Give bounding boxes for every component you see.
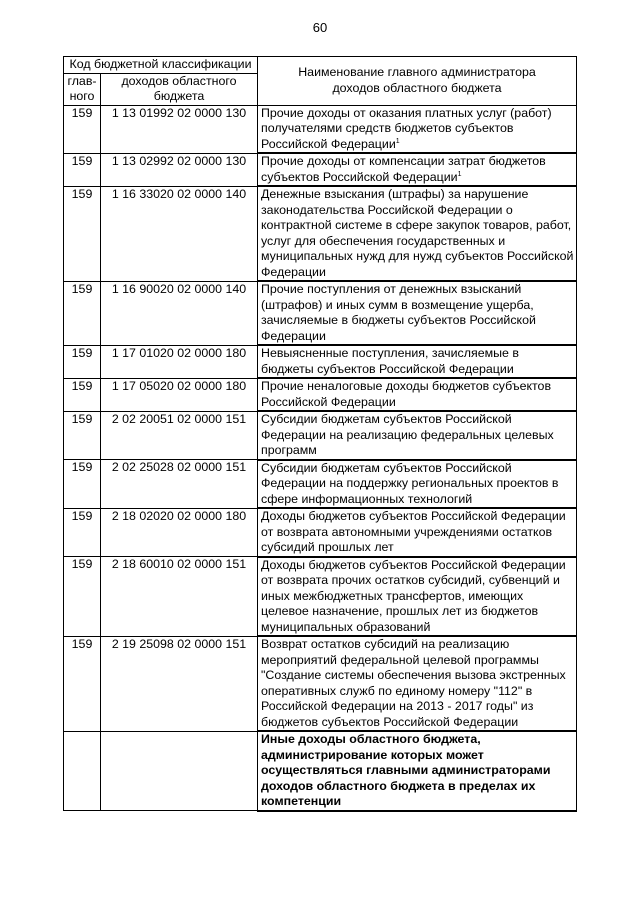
table-row — [64, 153, 577, 186]
revenue-name-cell — [258, 345, 577, 378]
revenue-name-cell — [258, 186, 577, 281]
table-row — [64, 557, 577, 637]
revenue-name-cell — [258, 557, 577, 637]
revenue-code-cell: 2 19 25098 02 0000 151 — [101, 636, 258, 731]
revenue-name-cell — [258, 508, 577, 557]
revenue-name-cell — [258, 378, 577, 411]
table-row — [64, 105, 577, 153]
revenue-code-cell: 2 02 25028 02 0000 151 — [101, 460, 258, 509]
revenue-name-text: Прочие доходы от компенсации затрат бюджетов субъектов Российской Федерации — [261, 154, 546, 184]
table-row — [64, 508, 577, 557]
revenue-name-text: Возврат остатков субсидий на реализацию мероприятий федеральной целевой программы "Создание системы обеспечения вызова экстренных оперативных служб по единому номеру "112" в Российской Федерации на 2013 - 2017 годы" из бюджетов субъектов Российской Федерации — [261, 637, 566, 729]
admin-code-cell: 159 — [64, 281, 101, 345]
admin-code-cell: 159 — [64, 636, 101, 731]
header-code-group: Код бюджетной классификации — [64, 57, 258, 74]
revenue-code-cell: 1 16 90020 02 0000 140 — [101, 281, 258, 345]
revenue-name-text: Денежные взыскания (штрафы) за нарушение законодательства Российской Федерации о контрактной системе в сфере закупок товаров, работ, услуг для обеспечения государственных и муниципальных нужд для нужд субъектов Российской Федерации — [261, 187, 574, 279]
revenue-name-text: Прочие поступления от денежных взысканий (штрафов) и иных сумм в возмещение ущерба, зачисляемые в бюджеты субъектов Российской Федерации — [261, 282, 536, 343]
revenue-name-cell — [258, 460, 577, 509]
revenue-code-cell: 2 18 02020 02 0000 180 — [101, 508, 258, 557]
table-body — [64, 105, 577, 811]
revenue-code-cell: 2 18 60010 02 0000 151 — [101, 557, 258, 637]
revenue-name-text: Субсидии бюджетам субъектов Российской Федерации на реализацию федеральных целевых программ — [261, 412, 554, 457]
budget-classification-table — [63, 56, 577, 812]
table-row — [64, 636, 577, 731]
admin-code-cell: 159 — [64, 557, 101, 637]
revenue-code-cell: 2 02 20051 02 0000 151 — [101, 411, 258, 460]
revenue-name-text: Субсидии бюджетам субъектов Российской Федерации на поддержку региональных проектов в сфере информационных технологий — [261, 460, 559, 506]
table-row — [64, 460, 577, 509]
admin-code-cell: 159 — [64, 153, 101, 186]
admin-code-cell: 159 — [64, 411, 101, 460]
footnote-marker: 1 — [457, 170, 462, 178]
revenue-code-cell — [101, 731, 258, 811]
revenue-name-cell — [258, 636, 577, 731]
revenue-code-cell: 1 16 33020 02 0000 140 — [101, 186, 258, 281]
revenue-name-text: Прочие неналоговые доходы бюджетов субъектов Российской Федерации — [261, 379, 552, 409]
table-row — [64, 411, 577, 460]
revenue-name-cell — [258, 153, 577, 186]
admin-code-cell: 159 — [64, 508, 101, 557]
header-row-top — [64, 57, 577, 74]
page-number: 60 — [312, 20, 328, 35]
table-row — [64, 186, 577, 281]
revenue-code-cell: 1 17 01020 02 0000 180 — [101, 345, 258, 378]
admin-code-cell: 159 — [64, 345, 101, 378]
revenue-name-cell — [258, 281, 577, 345]
header-admin-column: глав-ного — [64, 73, 101, 105]
revenue-name-cell — [258, 731, 577, 811]
admin-code-cell: 159 — [64, 460, 101, 509]
table-row — [64, 345, 577, 378]
table-row — [64, 731, 577, 811]
revenue-code-cell: 1 13 01992 02 0000 130 — [101, 105, 258, 153]
revenue-name-text: Доходы бюджетов субъектов Российской Федерации от возврата прочих остатков субсидий, субвенций и иных межбюджетных трансфертов, имеющих целевое назначение, прошлых лет из бюджетов муниципальных образований — [261, 557, 566, 634]
revenue-name-text: Иные доходы областного бюджета, администрирование которых может осуществляться главными администраторами доходов областного бюджета в пределах их компетенции — [261, 732, 551, 808]
admin-code-cell: 159 — [64, 378, 101, 411]
footnote-marker: 1 — [395, 137, 400, 145]
revenue-code-cell: 1 17 05020 02 0000 180 — [101, 378, 258, 411]
revenue-name-text: Невыясненные поступления, зачисляемые в бюджеты субъектов Российской Федерации — [261, 346, 519, 376]
revenue-name-cell — [258, 411, 577, 460]
table-row — [64, 281, 577, 345]
revenue-code-cell: 1 13 02992 02 0000 130 — [101, 153, 258, 186]
revenue-name-text: Доходы бюджетов субъектов Российской Федерации от возврата автономными учреждениями остатков субсидий прошлых лет — [261, 509, 566, 554]
admin-code-cell: 159 — [64, 105, 101, 153]
header-revenue-column: доходов областного бюджета — [101, 73, 258, 105]
revenue-name-text: Прочие доходы от оказания платных услуг (работ) получателями средств бюджетов субъектов Российской Федерации — [261, 105, 552, 151]
admin-code-cell — [64, 731, 101, 811]
header-name-column: Наименование главного администратора доходов областного бюджета — [258, 57, 577, 106]
revenue-name-cell — [258, 105, 577, 153]
admin-code-cell: 159 — [64, 186, 101, 281]
table-row — [64, 378, 577, 411]
